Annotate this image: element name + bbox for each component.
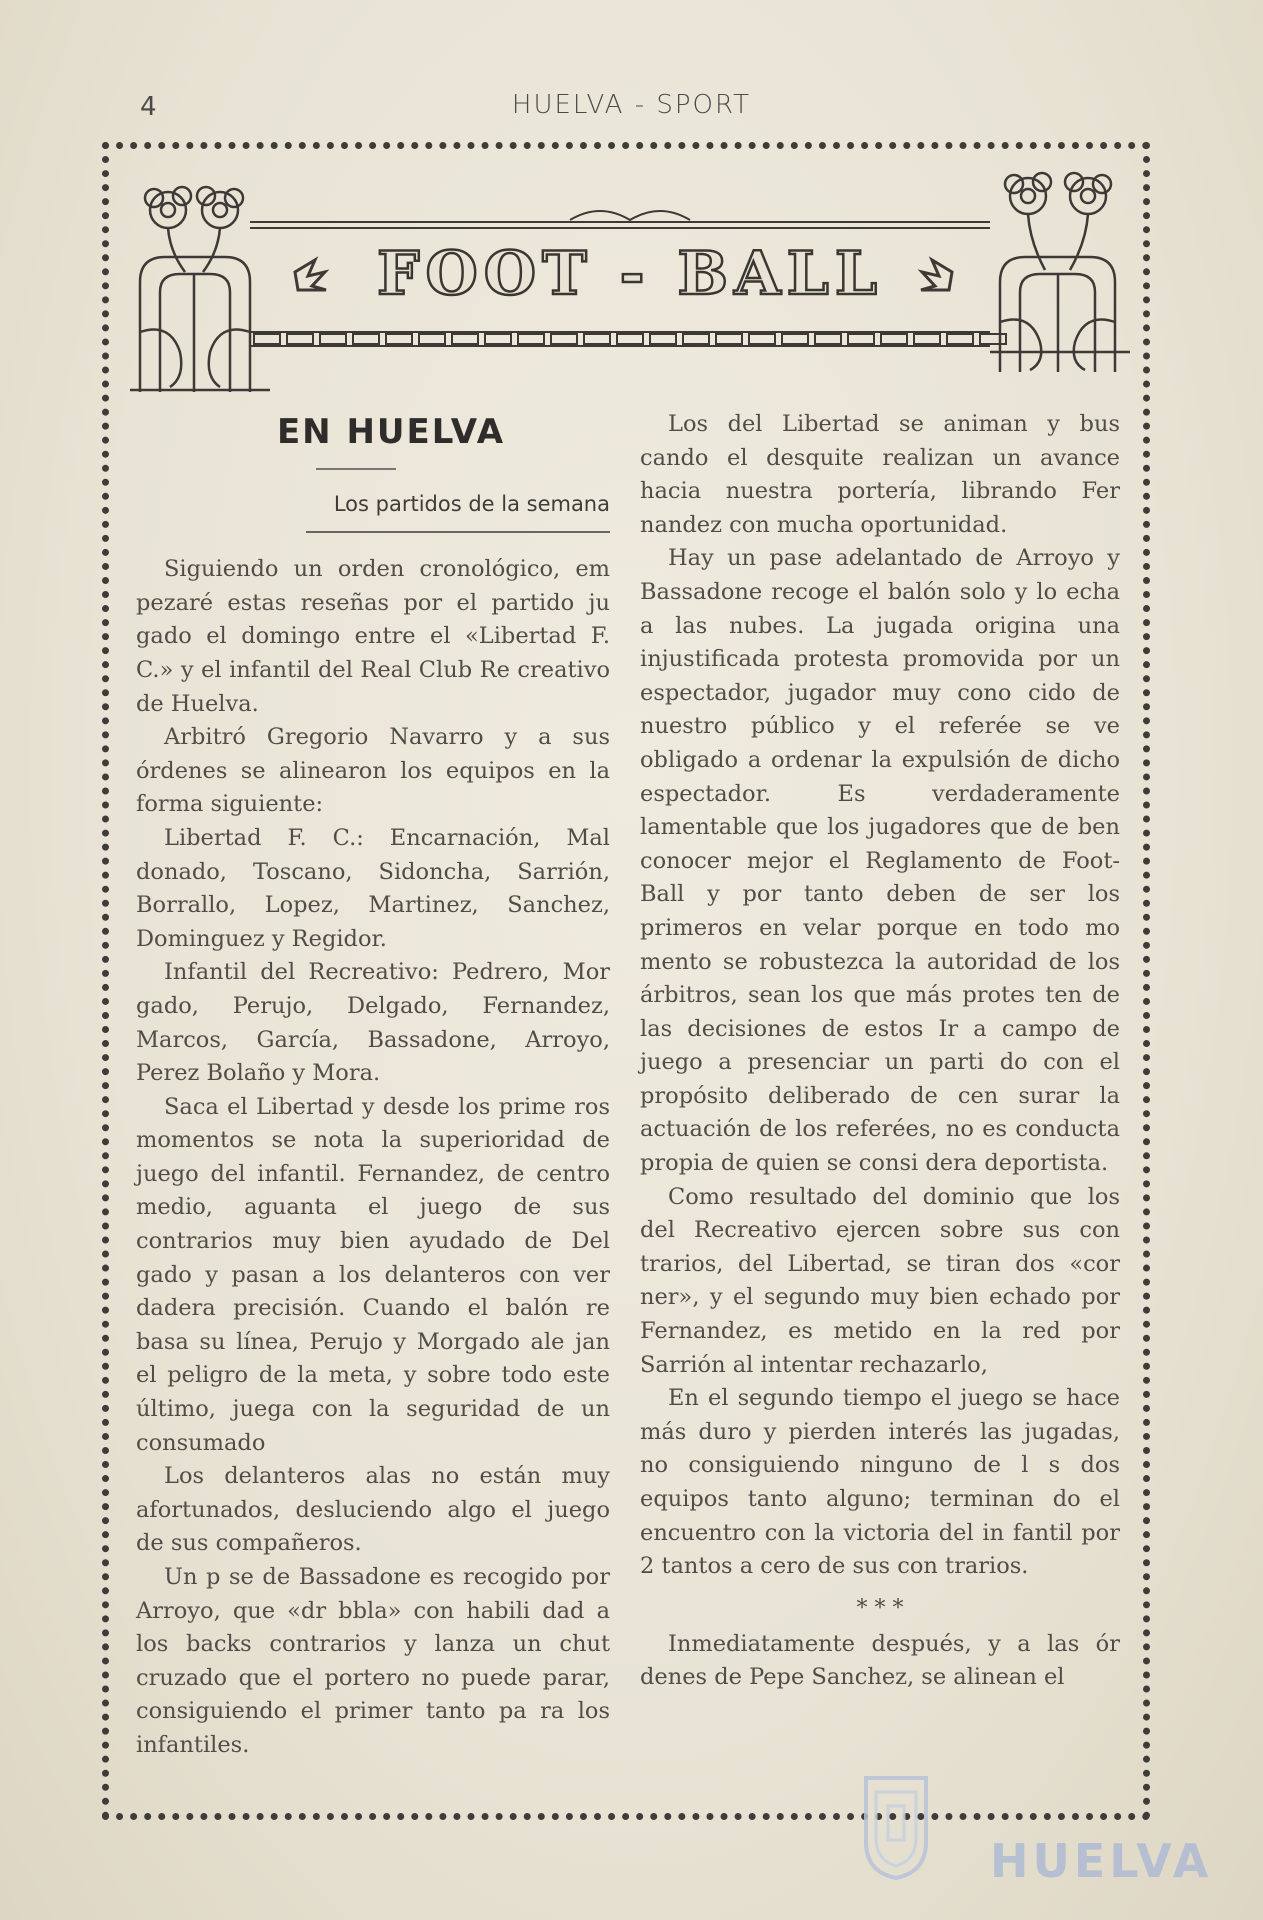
ornamental-banner-graphic [130,162,1130,392]
chain-link [452,334,478,344]
left-floral-ornament-icon [130,187,270,392]
chain-link [353,334,379,344]
chain-link [551,334,577,344]
paragraph: Inmediatamente después, y a las ór denes de Pepe Sanchez, se alinean el [640,1630,1120,1691]
left-column [136,410,610,1763]
chain-link [881,334,907,344]
paragraph: Arbitró Gregorio Navarro y a sus órdenes se alinearon los equipos en la forma siguiente: [136,724,610,818]
title-divider [316,468,396,470]
chain-link [518,334,544,344]
banner-rules [250,211,990,228]
journal-title: HUELVA - SPORT [511,90,752,120]
chain-link [947,334,973,344]
running-head [0,88,1263,128]
banner-title: FOOT - BALL [376,239,884,309]
section-title: EN HUELVA [276,412,506,452]
right-column [640,408,1120,1695]
subtitle-divider [306,531,610,533]
paragraph: Saca el Libertad y desde los prime ros momentos se nota la superioridad de juego del infantil. Fernandez, de centro medio, aguanta el juego de sus contrarios muy bien ayudado de Del gado y pasan a los delanteros con ver dadera precisión. Cuando el balón re basa su línea, Perujo y Morgado ale jan el peligro de la meta, y sobre todo este último, juega con la seguridad de un consumado [136,1093,610,1456]
paragraph: Los delanteros alas no están muy afortunados, desluciendo algo el juego de sus compañeros. [136,1463,610,1557]
chain-link [782,334,808,344]
paragraph: Un p se de Bassadone es recogido por Arroyo, que «dr bbla» con habili dad a los backs contrarios y lanza un chut cruzado que el portero no puede parar, consiguiendo el primer tanto pa ra los infantiles. [136,1564,610,1758]
chain-link [419,334,445,344]
chain-link [287,334,313,344]
chain-link [584,334,610,344]
paragraph: Hay un pase adelantado de Arroyo y Bassadone recoge el balón solo y lo echa a las nubes. La jugada origina una injustificada protesta promovida por un espectador, jugador muy cono cido de nuestro público y el referée se ve obligado a ordenar la expulsión de dicho espectador. Es verdaderamente lamentable que los jugadores que de ben conocer mejor el Reglamento de Foot-Ball y por tanto deben de ser los primeros en velar porque en todo mo mento se robustezca la autoridad de los árbitros, sean los que más protes ten de las decisiones de estos Ir a campo de juego a presenciar un parti do con el propósito deliberado de cen surar la actuación de los referées, no es conducta propia de quien se consi dera deportista. [640,545,1120,1177]
chain-link [254,334,280,344]
chain-link [815,334,841,344]
chain-link [749,334,775,344]
watermark-text: HUELVA [990,1834,1213,1888]
chain-link [980,334,1006,344]
chain-link [617,334,643,344]
chain-link [320,334,346,344]
foot-ball-banner [130,162,1130,392]
asterism-separator: * * * [856,1595,904,1621]
chain-link [914,334,940,344]
right-floral-ornament-icon [990,173,1130,372]
page-number: 4 [140,92,159,122]
chain-link [485,334,511,344]
chain-link [683,334,709,344]
chain-link [716,334,742,344]
city-shield-icon [860,1772,932,1882]
paragraph: Libertad F. C.: Encarnación, Mal donado, Toscano, Sidoncha, Sarrión, Borrallo, Lopez, Martinez, Sanchez, Dominguez y Regidor. [136,824,610,952]
chain-link [650,334,676,344]
paragraph: Siguiendo un orden cronológico, em pezaré estas reseñas por el partido ju gado el domingo entre el «Libertad F. C.» y el infantil del Real Club Re creativo de Huelva. [136,556,610,717]
chain-link [848,334,874,344]
paragraph: Como resultado del dominio que los del Recreativo ejercen sobre sus con trarios, del Libertad, se tiran dos «cor ner», y el segundo muy bien echado por Fernandez, es metido en la red por Sarrión al intentar rechazarlo, [640,1183,1120,1378]
chain-link [386,334,412,344]
article-subtitle: Los partidos de la semana [333,491,610,516]
archive-watermark [860,1772,1213,1892]
paragraph: Los del Libertad se animan y bus cando el desquite realizan un avance hacia nuestra portería, librando Fer nandez con mucha oportunidad. [640,411,1120,538]
paragraph: En el segundo tiempo el juego se hace más duro y pierden interés las jugadas, no consiguiendo ninguno de l s dos equipos tanto alguno; terminan do el encuentro con la victoria del in fantil por 2 tantos a cero de sus con trarios. [640,1385,1120,1580]
paragraph: Infantil del Recreativo: Pedrero, Mor gado, Perujo, Delgado, Fernandez, Marcos, García, Bassadone, Arroyo, Perez Bolaño y Mora. [136,959,610,1087]
